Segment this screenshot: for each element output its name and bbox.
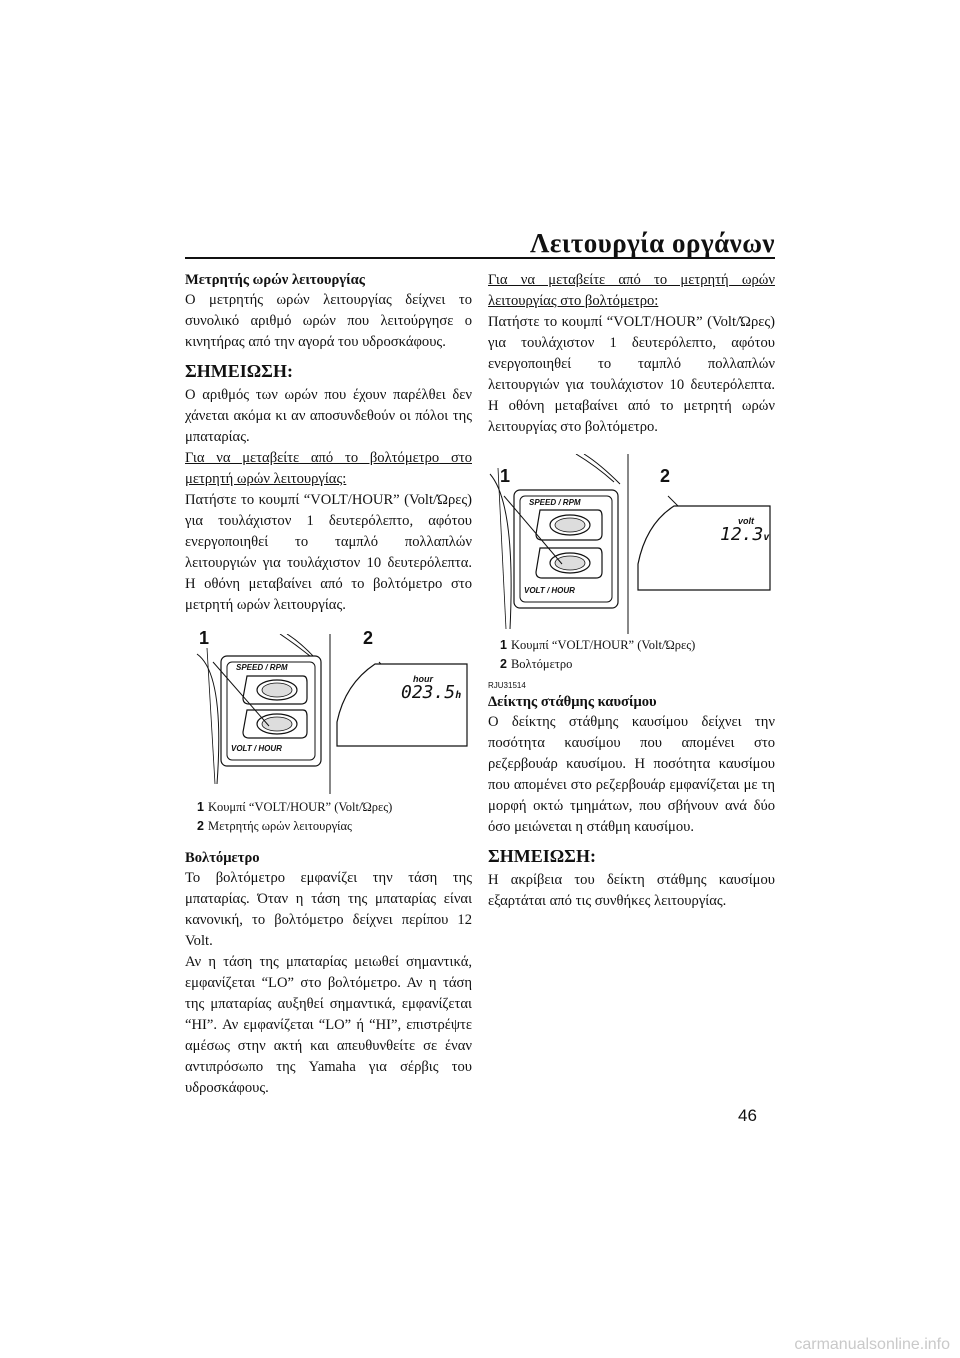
left-column xyxy=(185,270,472,1099)
switch-to-hour-text: Πατήστε το κουμπί “VOLT/HOUR” (Volt/Ώρες) για τουλάχιστον 1 δευτερόλεπτο, αφότου ενεργοποιηθεί το ταμπλό πολλαπλών λειτουργιών για τουλάχιστον 10 δευτερόλεπτα. Η οθόνη μεταβαίνει από το βολτόμετρο στο μετρητή ωρών λειτουργίας. xyxy=(185,492,472,613)
hour-readout xyxy=(401,682,461,703)
fuel-gauge-heading: Δείκτης στάθμης καυσίμου xyxy=(488,694,657,710)
display-unit: hour xyxy=(413,674,433,684)
figure-caption xyxy=(185,798,472,836)
display-unit: volt xyxy=(738,516,755,526)
voltmeter-text-2: Αν η τάση της μπαταρίας μειωθεί σημαντικά, εμφανίζεται “LO” στο βολτόμετρο. Αν η τάση της μπαταρίας αυξηθεί σημαντικά, εμφανίζεται “HI”. Αν εμφανίζεται “LO” ή “HI”, επιστρέψτε αμέσως στην ακτή και απευθυνθείτε σε έναν αντιπρόσωπο της Yamaha για σέρβις του υδροσκάφους. xyxy=(185,954,472,1096)
hour-readout-suffix: h xyxy=(455,690,462,701)
caption-item: 2 Βολτόμετρο xyxy=(500,657,573,671)
hour-meter-heading: Μετρητής ωρών λειτουργίας xyxy=(185,272,365,288)
switch-to-volt-text: Πατήστε το κουμπί “VOLT/HOUR” (Volt/Ώρες) για τουλάχιστον 1 δευτερόλεπτο, αφότου ενεργοποιηθεί το ταμπλό πολλαπλών λειτουργιών για τουλάχιστον 10 δευτερόλεπτα. Η οθόνη μεταβαίνει από το μετρητή ωρών λειτουργίας στο βολτόμετρο. xyxy=(488,314,775,435)
hour-meter-figure xyxy=(185,628,472,794)
volt-readout xyxy=(720,524,769,545)
caption-item: 2 Μετρητής ωρών λειτουργίας xyxy=(197,819,352,833)
note-text: Η ακρίβεια του δείκτη στάθμης καυσίμου εξαρτάται από τις συνθήκες λειτουργίας. xyxy=(488,872,775,909)
right-column xyxy=(488,270,775,912)
callout-1: 1 xyxy=(199,628,210,648)
figure-caption xyxy=(488,636,775,674)
switch-to-volt-heading: Για να μεταβείτε από το μετρητή ωρών λειτουργίας στο βολτόμετρο: xyxy=(488,272,775,309)
section-code: RJU31514 xyxy=(488,681,526,690)
note-heading: ΣΗΜΕΙΩΣΗ: xyxy=(185,361,293,381)
instrument-panel-illustration xyxy=(185,634,472,794)
page-header xyxy=(185,228,775,260)
callout-2: 2 xyxy=(660,466,671,486)
page-number: 46 xyxy=(738,1106,757,1125)
page-title: Λειτουργία οργάνων xyxy=(530,228,775,258)
volt-readout-suffix: v xyxy=(763,532,770,543)
speed-rpm-label: SPEED / RPM xyxy=(529,498,581,507)
volt-hour-label: VOLT / HOUR xyxy=(231,744,282,753)
switch-to-hour-heading: Για να μεταβείτε από το βολτόμετρο στο μετρητή ωρών λειτουργίας: xyxy=(185,450,472,487)
hour-readout-value: 023.5 xyxy=(401,682,456,703)
volt-hour-label: VOLT / HOUR xyxy=(524,586,575,595)
note-text: Ο αριθμός των ωρών που έχουν παρέλθει δεν χάνεται ακόμα κι αν αποσυνδεθούν οι πόλοι της μπαταρίας. xyxy=(185,387,472,445)
speed-rpm-label: SPEED / RPM xyxy=(236,663,288,672)
volt-readout-value: 12.3 xyxy=(720,524,764,545)
hour-meter-description: Ο μετρητής ωρών λειτουργίας δείχνει το συνολικό αριθμό ωρών που λειτούργησε ο κινητήρας από την αγορά του υδροσκάφους. xyxy=(185,292,472,350)
voltmeter-figure xyxy=(488,454,775,614)
header-rule xyxy=(185,257,775,259)
callout-1: 1 xyxy=(500,466,511,486)
voltmeter-heading: Βολτόμετρο xyxy=(185,850,260,866)
caption-item: 1 Κουμπί “VOLT/HOUR” (Volt/Ώρες) xyxy=(500,638,696,652)
fuel-gauge-text: Ο δείκτης στάθμης καυσίμου δείχνει την ποσότητα καυσίμου που απομένει στο ρεζερβουάρ καυσίμου. Η ποσότητα καυσίμου που απομένει στο ρεζερβουάρ εμφανίζεται με τη μορφή οκτώ τμημάτων, που σβήνουν ανά δύο όσο μειώνεται η στάθμη καυσίμου. xyxy=(488,714,775,835)
caption-item: 1 Κουμπί “VOLT/HOUR” (Volt/Ώρες) xyxy=(197,800,393,814)
callout-2: 2 xyxy=(363,628,374,648)
watermark: carmanualsonline.info xyxy=(794,1336,950,1353)
voltmeter-text-1: Το βολτόμετρο εμφανίζει την τάση της μπαταρίας. Όταν η τάση της μπαταρίας είναι κανονική, το βολτόμετρο δείχνει περίπου 12 Volt. xyxy=(185,870,472,949)
note-heading: ΣΗΜΕΙΩΣΗ: xyxy=(488,846,596,866)
